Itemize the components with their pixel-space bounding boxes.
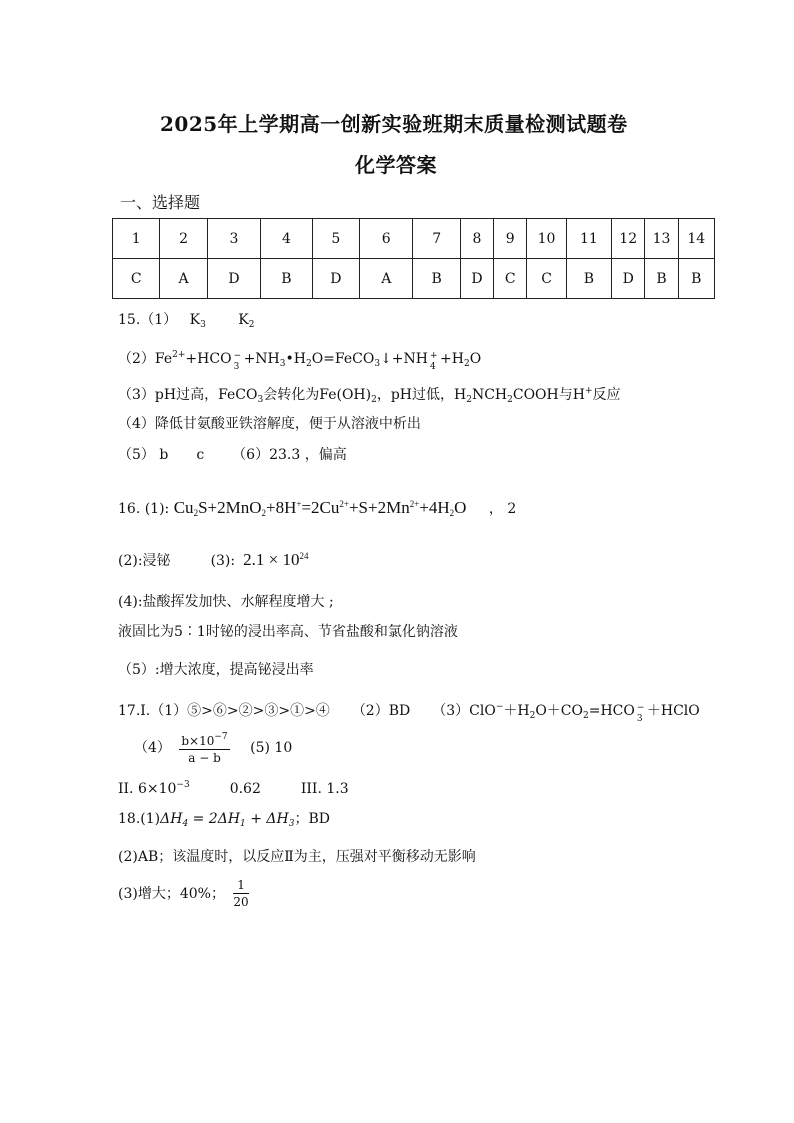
table-cell: 8	[460, 219, 493, 259]
q15-line-4: （4）降低甘氨酸亚铁溶解度，便于从溶液中析出	[118, 416, 421, 432]
table-cell: 1	[113, 219, 160, 259]
table-cell: B	[566, 259, 611, 299]
table-cell: 6	[360, 219, 413, 259]
q17-line-3: II. $6\times 10^{-3}$ 0.62 III. 1.3	[118, 780, 349, 797]
table-cell: C	[527, 259, 566, 299]
table-cell: 2	[160, 219, 207, 259]
q16-line-4: 液固比为5∶1时铋的浸出率高、节省盐酸和氯化钠溶液	[118, 624, 458, 640]
q18-line-1: $18.(1)\Delta H_4 = 2\Delta H_1 + \Delta H_3$；BD	[118, 811, 330, 829]
table-row-numbers	[113, 219, 715, 259]
delta-h-equation: $\Delta H_4 = 2\Delta H_1 + \Delta H_3$	[160, 811, 295, 829]
k2-answer: $K_2$	[238, 312, 255, 330]
q18-fraction: $\frac{1}{20}$	[233, 878, 249, 909]
q18-line-2: (2)AB；该温度时，以反应Ⅱ为主，压强对平衡移动无影响	[118, 849, 476, 865]
table-cell: 11	[566, 219, 611, 259]
table-cell: 3	[207, 219, 260, 259]
q16-line-5: （5）:增大浓度，提高铋浸出率	[118, 662, 314, 678]
table-cell: 12	[612, 219, 645, 259]
table-cell: 4	[261, 219, 312, 259]
table-cell: B	[645, 259, 678, 299]
q15-prefix: 15.（1）	[118, 312, 178, 328]
table-cell: A	[360, 259, 413, 299]
k3-answer: $K_3$	[189, 312, 206, 330]
table-cell: B	[261, 259, 312, 299]
table-cell: 9	[494, 219, 527, 259]
table-cell: 10	[527, 219, 566, 259]
table-cell: D	[612, 259, 645, 299]
q17-line-2: （4） $\frac{b\times 10^{-7}}{a - b}$ (5) 10	[134, 732, 293, 765]
q16-line-1: 16. (1): $Cu_2S+2MnO_2+8H^+=2Cu^{2+}+S+2Mn^{2+}+4H_2O$ ， 2	[118, 498, 517, 518]
q15-line-2-equation: $(2)Fe^{2+}+HCO$ − 3 $+NH_3•H_2O=FeCO_3↓+NH$ + 4 $+H_2O$	[118, 350, 482, 372]
q16-equation: $Cu_2S+2MnO_2+8H^+=2Cu^{2+}+S+2Mn^{2+}+4H_2O$	[173, 498, 467, 518]
answer-subtitle: 化学答案	[355, 153, 437, 177]
section-heading-mc: 一、选择题	[120, 193, 201, 212]
q17-fraction: $\frac{b\times 10^{-7}}{a - b}$	[181, 732, 228, 765]
table-cell: B	[678, 259, 714, 299]
exam-title: 2025年上学期高一创新实验班期末质量检测试题卷	[160, 112, 628, 136]
table-cell: 7	[413, 219, 460, 259]
q16-line-2: (2):浸铋 (3): $2.1 \times 10^{24}$	[118, 550, 309, 569]
table-cell: C	[494, 259, 527, 299]
table-cell: C	[113, 259, 160, 299]
table-cell: 14	[678, 219, 714, 259]
table-cell: B	[413, 259, 460, 299]
table-cell: 5	[312, 219, 359, 259]
q17-line-1: 17.I.（1）⑤>⑥>②>③>①>④ （2）BD $(3)ClO^-+H_2O+CO_2=HCO$ − 3 ＋HClO	[118, 702, 700, 724]
table-row-answers	[113, 259, 715, 299]
answer-table	[112, 218, 715, 299]
table-cell: A	[160, 259, 207, 299]
table-cell: D	[460, 259, 493, 299]
q16-line-3: (4):盐酸挥发加快、水解程度增大 ;	[118, 594, 334, 610]
q15-line-5: （5） b c （6）23.3 ，偏高	[118, 447, 347, 463]
q18-line-3: (3)增大；40%； $\frac{1}{20}$	[118, 878, 249, 909]
table-cell: D	[312, 259, 359, 299]
q15-line-3: （3）pH过高，FeCO$_3$会转化为$Fe(OH)_2$，pH过低，$H_2NCH_2COOH$与H+反应	[118, 386, 621, 405]
q15-line-1	[118, 310, 254, 335]
table-cell: D	[207, 259, 260, 299]
table-cell: 13	[645, 219, 678, 259]
